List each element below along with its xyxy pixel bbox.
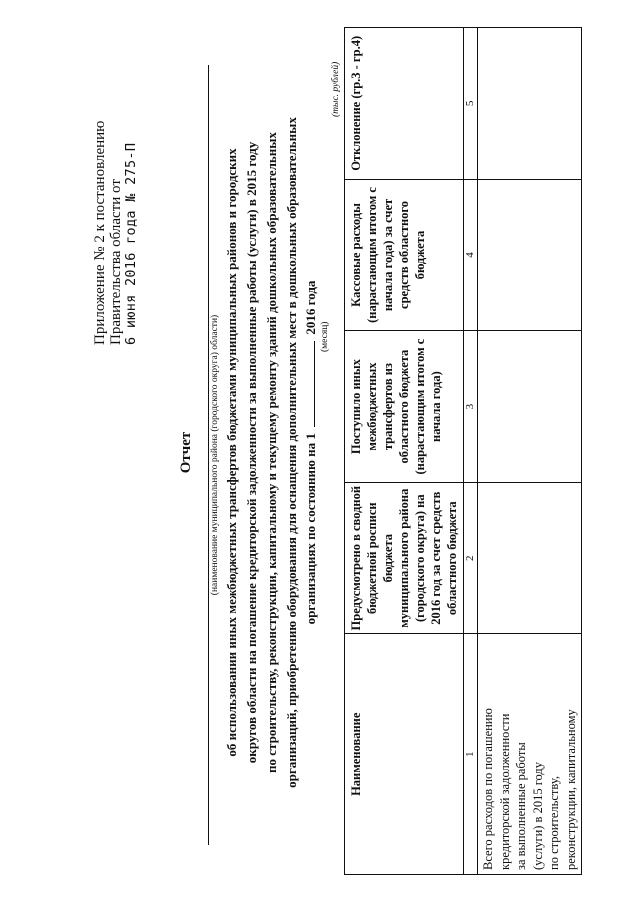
date-line-prefix: организациях по состоянию на 1 — [303, 433, 318, 625]
header-name: Наименование — [345, 634, 464, 875]
cell-cash-expenses — [478, 179, 582, 331]
date-line — [303, 0, 319, 905]
units-label: (тыс. рублей) — [331, 61, 341, 117]
column-number: 5 — [464, 28, 478, 180]
header-received: Поступило иных межбюджетных трансфертов из областного бюджета (нарастающим итогом с начала года) — [345, 331, 464, 483]
report-table — [344, 27, 582, 875]
annex-line-1: Приложение № 2 к постановлению — [92, 120, 108, 345]
column-number: 2 — [464, 482, 478, 634]
annex-note — [93, 45, 140, 345]
title-line-1: об использовании иных межбюджетных трансфертов бюджетами муниципальных районов и городских — [224, 148, 239, 757]
date-line-suffix: 2016 года — [303, 280, 318, 335]
title-line-2: округов области на погашение кредиторской задолженности за выполненные работы (услуги) в 2015 году — [244, 141, 259, 764]
report-heading: Отчет — [178, 431, 194, 474]
cell-planned — [478, 482, 582, 634]
cell-received — [478, 331, 582, 483]
header-planned: Предусмотрено в сводной бюджетной росписи бюджета муниципального района (городского округа) на 2016 год за счет средств областного бюджета — [345, 482, 464, 634]
cell-deviation — [478, 28, 582, 180]
title-line-3: по строительству, реконструкции, капитальному и текущему ремонту зданий дошкольных образовательных — [264, 132, 279, 773]
row-label-line: по строительству, — [547, 776, 561, 870]
title-line-4: организаций, приобретению оборудования для оснащения дополнительных мест в дошкольных образовательных — [284, 117, 299, 788]
column-number-row — [464, 28, 478, 875]
column-number: 4 — [464, 179, 478, 331]
row-label-line: (услуги) в 2015 году — [530, 761, 545, 870]
header-deviation: Отклонение (гр.3 - гр.4) — [345, 28, 464, 180]
row-label-line: реконструкции, капитальному — [563, 709, 578, 870]
month-caption: (месяц) — [320, 321, 330, 352]
row-label — [478, 634, 582, 875]
column-number: 1 — [464, 634, 478, 875]
annex-line-2: Правительства области от — [107, 179, 124, 345]
table-row — [478, 28, 582, 875]
header-cash-expenses: Кассовые расходы (нарастающим итогом с начала года) за счет средств областного бюджета — [345, 179, 464, 331]
row-label-line: кредиторской задолженности — [497, 713, 512, 870]
municipality-caption: (наименование муниципального района (городского округа) области) — [208, 65, 220, 845]
annex-line-3: 6 июня 2016 года № 275-П — [123, 142, 139, 345]
row-label-line: Всего расходов по погашению — [481, 708, 495, 870]
month-blank — [314, 341, 315, 427]
column-number: 3 — [464, 331, 478, 483]
table-header-row — [345, 28, 464, 875]
row-label-line: за выполненные работы — [514, 742, 528, 870]
